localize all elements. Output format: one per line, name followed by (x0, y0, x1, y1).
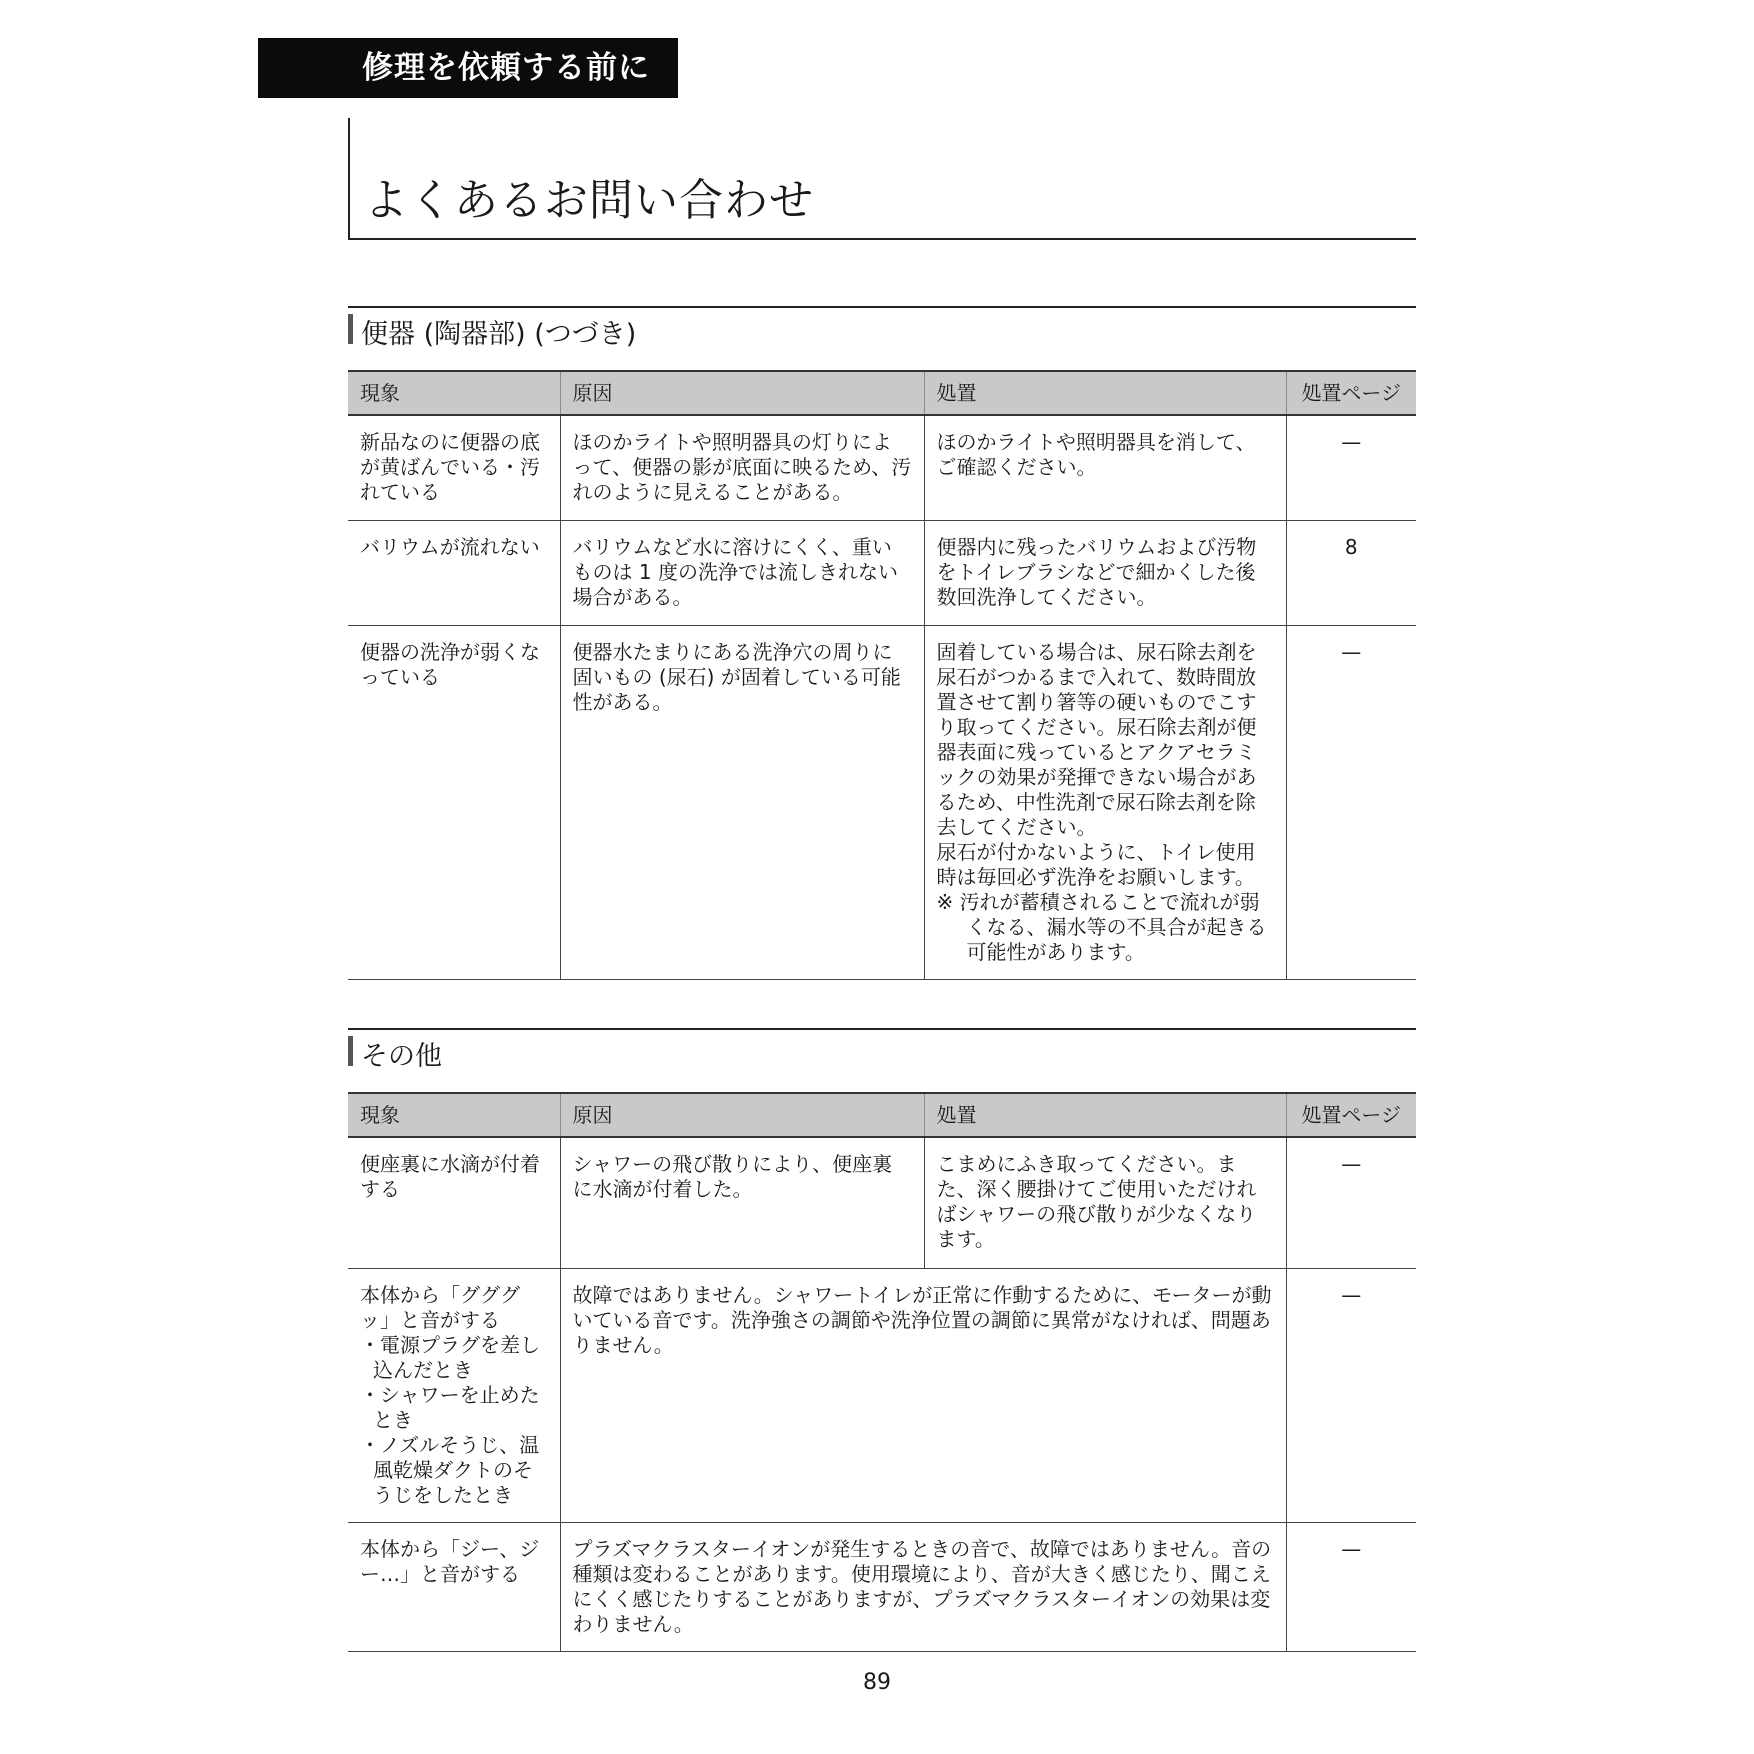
column-header-cause: 原因 (560, 371, 924, 415)
section-marker (348, 1036, 353, 1066)
cause-cell: 便器水たまりにある洗浄穴の周りに固いもの (尿石) が固着している可能性がある。 (560, 625, 924, 979)
symptom-bullet: ・ノズルそうじ、温風乾燥ダクトのそうじをしたとき (360, 1432, 540, 1507)
section-title: 便器 (陶器部) (つづき) (361, 319, 637, 350)
page-ref-cell: — (1286, 415, 1416, 520)
page-heading-frame (348, 118, 1416, 240)
page-number: 89 (863, 1670, 891, 1695)
page-title: よくあるお問い合わせ (364, 175, 814, 226)
page-ref-cell: — (1286, 1268, 1416, 1522)
column-header-cause: 原因 (560, 1093, 924, 1137)
section-heading-other (348, 1028, 1416, 1072)
page-ref-cell: — (1286, 1137, 1416, 1268)
cause-cell: バリウムなど水に溶けにくく、重いものは 1 度の洗浄では流しきれない場合がある。 (560, 520, 924, 625)
section-heading-toilet-bowl (348, 306, 1416, 350)
faq-table-toilet-bowl (348, 370, 1416, 980)
column-header-symptom: 現象 (348, 1093, 560, 1137)
cause-remedy-cell: プラズマクラスターイオンが発生するときの音で、故障ではありません。音の種類は変わることがあります。使用環境により、音が大きく感じたり、聞こえにくく感じたりすることがありますが、プラズマクラスターイオンの効果は変わりません。 (560, 1522, 1286, 1651)
symptom-cell: 便座裏に水滴が付着する (348, 1137, 560, 1268)
page-ref-cell: 8 (1286, 520, 1416, 625)
faq-table-other (348, 1092, 1416, 1652)
section-marker (348, 314, 353, 344)
page-ref-cell: — (1286, 625, 1416, 979)
column-header-page: 処置ページ (1286, 371, 1416, 415)
symptom-cell: バリウムが流れない (348, 520, 560, 625)
remedy-cell: ほのかライトや照明器具を消して、ご確認ください。 (924, 415, 1286, 520)
remedy-cell: こまめにふき取ってください。また、深く腰掛けてご使用いただければシャワーの飛び散りが少なくなります。 (924, 1137, 1286, 1268)
table-row (348, 1137, 1416, 1268)
column-header-page: 処置ページ (1286, 1093, 1416, 1137)
page-ref-cell: — (1286, 1522, 1416, 1651)
cause-remedy-cell: 故障ではありません。シャワートイレが正常に作動するために、モーターが動いている音です。洗浄強さの調節や洗浄位置の調節に異常がなければ、問題ありません。 (560, 1268, 1286, 1522)
symptom-bullet: ・電源プラグを差し込んだとき (360, 1332, 540, 1382)
remedy-cell (924, 625, 1286, 979)
table-row (348, 1268, 1416, 1522)
symptom-cell: 便器の洗浄が弱くなっている (348, 625, 560, 979)
table-row (348, 625, 1416, 979)
chapter-banner: 修理を依頼する前に (258, 38, 678, 98)
section-title: その他 (361, 1041, 442, 1072)
table-row (348, 1522, 1416, 1651)
column-header-remedy: 処置 (924, 371, 1286, 415)
cause-cell: ほのかライトや照明器具の灯りによって、便器の影が底面に映るため、汚れのように見えることがある。 (560, 415, 924, 520)
table-header-row (348, 371, 1416, 415)
remedy-note: ※ 汚れが蓄積されることで流れが弱くなる、漏水等の不具合が起きる可能性があります。 (936, 889, 1267, 964)
symptom-cell: 本体から「ジー、ジー…」と音がする (348, 1522, 560, 1651)
remedy-text-2: 尿石が付かないように、トイレ使用時は毎回必ず洗浄をお願いします。 (936, 839, 1256, 889)
symptom-cell (348, 1268, 560, 1522)
cause-cell: シャワーの飛び散りにより、便座裏に水滴が付着した。 (560, 1137, 924, 1268)
remedy-text: 固着している場合は、尿石除去剤を尿石がつかるまで入れて、数時間放置させて割り箸等の硬いものでこすり取ってください。尿石除去剤が便器表面に残っているとアクアセラミックの効果が発揮できない場合があるため、中性洗剤で尿石除去剤を除去してください。 (936, 639, 1257, 839)
column-header-remedy: 処置 (924, 1093, 1286, 1137)
symptom-cell: 新品なのに便器の底が黄ばんでいる・汚れている (348, 415, 560, 520)
table-row (348, 415, 1416, 520)
symptom-text: 本体から「グググッ」と音がする (360, 1282, 520, 1332)
remedy-cell: 便器内に残ったバリウムおよび汚物をトイレブラシなどで細かくした後数回洗浄してください。 (924, 520, 1286, 625)
column-header-symptom: 現象 (348, 371, 560, 415)
table-row (348, 520, 1416, 625)
table-header-row (348, 1093, 1416, 1137)
symptom-bullet: ・シャワーを止めたとき (360, 1382, 540, 1432)
